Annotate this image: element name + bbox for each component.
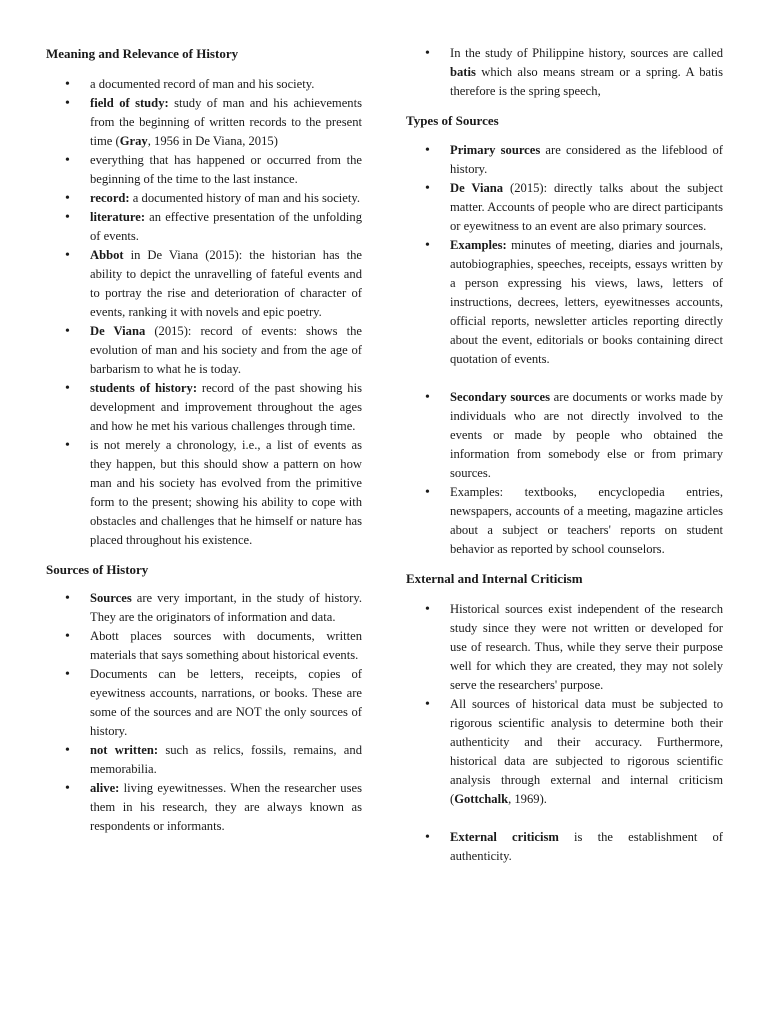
bullet-bold-term: batis — [450, 65, 476, 79]
bullet-item — [46, 189, 362, 208]
bullet-item — [46, 322, 362, 379]
bullet-item — [406, 483, 723, 559]
bullet-item — [406, 600, 723, 695]
bullet-text: minutes of meeting, diaries and journals, autobiographies, speeches, receipts, essays written by a person expressing his views, laws, letters of instructions, decrees, letters, eyewitnesses accounts, official reports, newsletter articles reporting directly about the event, editorials or books containing direct quotation of events. — [450, 238, 723, 366]
bullet-bold-term: Gray — [119, 134, 148, 148]
bullet-lead-term: alive: — [90, 781, 120, 795]
meaning-heading: Meaning and Relevance of History — [46, 46, 239, 61]
bullet-lead-term: not written: — [90, 743, 159, 757]
bullet-text: is not merely a chronology, i.e., a list of events as they happen, but this should show a pattern on how man and his society has evolved from the primitive form to the present; showing his ability to cope with obstacles and challenges that he himself or nature has placed throughout his existence. — [90, 438, 362, 547]
intro-list — [406, 44, 723, 101]
bullet-lead-term: Examples: — [450, 238, 507, 252]
bullet-item — [46, 589, 362, 627]
bullet-item — [46, 779, 362, 836]
secondary-list — [406, 388, 723, 559]
bullet-lead-term: De Viana — [450, 181, 504, 195]
bullet-text: (2015): directly talks about the subject matter. Accounts of people who are direct participants or eyewitness to an event are also primary sources. — [450, 181, 723, 233]
bullet-text: In the study of Philippine history, sources are called — [450, 46, 723, 60]
bullet-item — [46, 151, 362, 189]
bullet-lead-term: field of study: — [90, 96, 169, 110]
bullet-text: such as relics, fossils, remains, and memorabilia. — [90, 743, 362, 776]
bullet-bold-term: Gottchalk — [454, 792, 509, 806]
meaning-list — [46, 75, 362, 550]
bullet-text: is the establishment of authenticity. — [450, 830, 723, 863]
bullet-text: a documented history of man and his society. — [129, 191, 361, 205]
bullet-item — [46, 94, 362, 151]
bullet-text: All sources of historical data must be subjected to rigorous scientific analysis to determine both their authenticity and their accuracy. Furthermore, historical data are subjected to rigorous scientific analysis through external and internal criticism ( — [450, 697, 723, 806]
bullet-item — [46, 436, 362, 550]
bullet-text: record of the past showing his development and improvement throughout the ages and how he met his various challenges through time. — [90, 381, 362, 433]
bullet-item — [46, 379, 362, 436]
bullet-item — [46, 75, 362, 94]
bullet-text: a documented record of man and his society. — [90, 77, 315, 91]
bullet-text: study of man and his achievements from the beginning of written records to the present time ( — [90, 96, 362, 148]
bullet-text: Examples: textbooks, encyclopedia entries, newspapers, accounts of a meeting, magazine articles about a subject or teachers' reports on student behavior as reported by school counselors. — [450, 485, 723, 556]
bullet-text: are very important, in the study of history. They are the originators of information and data. — [90, 591, 362, 624]
bullet-item — [406, 828, 723, 866]
bullet-item — [46, 246, 362, 322]
bullet-lead-term: literature: — [90, 210, 146, 224]
sources-list — [46, 589, 362, 836]
bullet-tail-text: , 1969). — [508, 792, 547, 806]
right-column — [406, 44, 723, 866]
bullet-text: (2015): record of events: shows the evolution of man and his society and from the age of barbarism to what he is today. — [90, 324, 362, 376]
bullet-lead-term: students of history: — [90, 381, 198, 395]
bullet-item — [406, 695, 723, 809]
bullet-text: Documents can be letters, receipts, copies of eyewitness accounts, narrations, or books. These are some of the sources and are NOT the only sources of history. — [90, 667, 362, 738]
bullet-text: living eyewitnesses. When the researcher uses them in his research, they are always known as respondents or informants. — [90, 781, 362, 833]
bullet-text: everything that has happened or occurred from the beginning of the time to the last instance. — [90, 153, 362, 186]
bullet-tail-text: which also means stream or a spring. A batis therefore is the spring speech, — [450, 65, 723, 98]
external-list — [406, 828, 723, 866]
bullet-item — [46, 741, 362, 779]
bullet-item — [406, 236, 723, 369]
bullet-tail-text: , 1956 in De Viana, 2015) — [147, 134, 278, 148]
left-column — [46, 44, 362, 836]
bullet-lead-term: Primary sources — [450, 143, 541, 157]
types-list — [406, 141, 723, 369]
bullet-lead-term: Sources — [90, 591, 132, 605]
bullet-text: are documents or works made by individuals who are not directly involved to the events or made by people who obtained the information from somebody else or from primary sources. — [450, 390, 724, 480]
bullet-text: are considered as the lifeblood of history. — [450, 143, 723, 176]
criticism-heading: External and Internal Criticism — [406, 571, 583, 586]
bullet-item — [46, 208, 362, 246]
bullet-lead-term: record: — [90, 191, 130, 205]
bullet-lead-term: De Viana — [90, 324, 146, 338]
bullet-item — [46, 627, 362, 665]
bullet-item — [46, 665, 362, 741]
bullet-item — [406, 179, 723, 236]
bullet-item — [406, 388, 723, 483]
bullet-text: an effective presentation of the unfolding of events. — [90, 210, 362, 243]
sources-heading: Sources of History — [46, 562, 149, 577]
bullet-lead-term: Secondary sources — [450, 390, 550, 404]
bullet-item — [406, 141, 723, 179]
bullet-lead-term: Abbot — [90, 248, 124, 262]
types-heading: Types of Sources — [406, 113, 499, 128]
bullet-text: Abott places sources with documents, written materials that says something about historical events. — [90, 629, 362, 662]
criticism-list — [406, 600, 723, 809]
bullet-text: Historical sources exist independent of the research study since they were not written or developed for use of research. Thus, while they serve their purpose well for which they are created, they may not solely serve the researchers' purpose. — [450, 602, 723, 692]
bullet-text: in De Viana (2015): the historian has the ability to depict the unravelling of fateful events and to portray the rise and deterioration of character of events, ranking it with novels and epic poetry. — [90, 248, 362, 319]
bullet-lead-term: External criticism — [450, 830, 559, 844]
bullet-item — [406, 44, 723, 101]
